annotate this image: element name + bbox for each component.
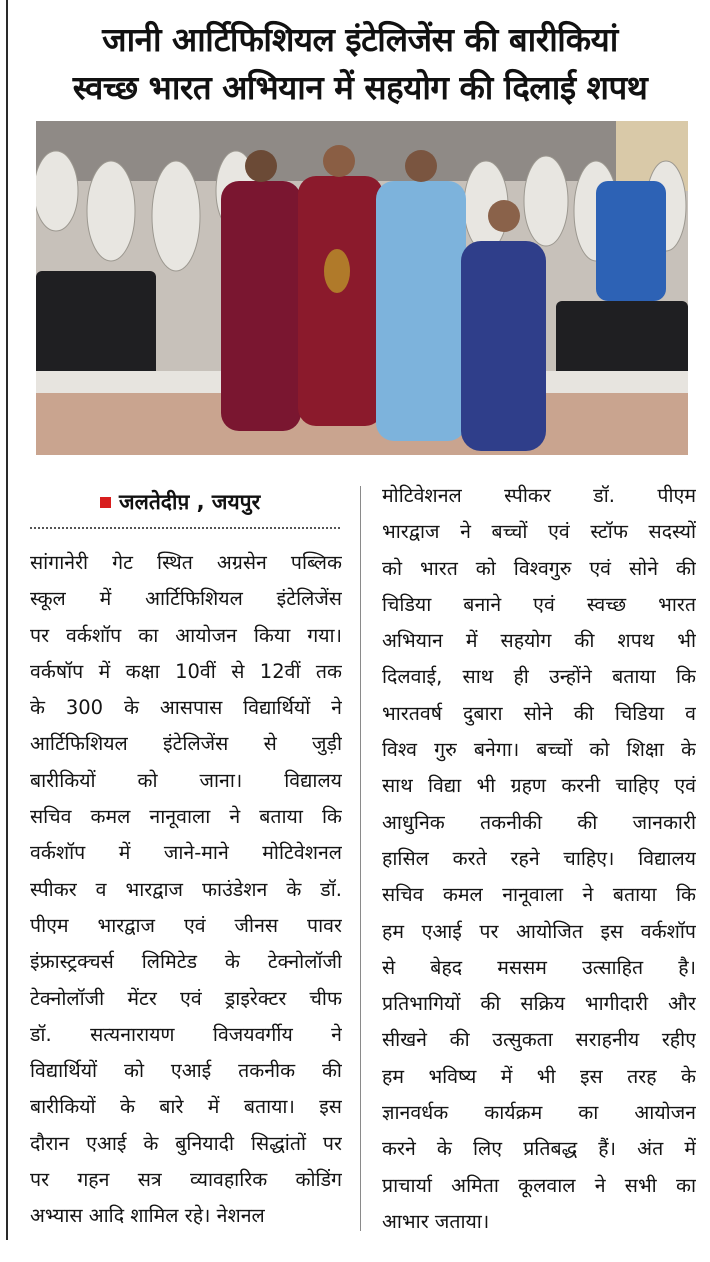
article-right-column — [382, 478, 696, 1240]
article-line: ज्ञानवर्धक कार्यक्रम का आयोजन — [382, 1101, 696, 1125]
article-line: प्राचार्या अमिता कूलवाल ने सभी का — [382, 1173, 696, 1197]
article-line: विश्व गुरु बनेगा। बच्चों को शिक्षा के — [382, 738, 696, 762]
article-line: दिलवाई, साथ ही उन्होंने बताया कि — [382, 665, 696, 689]
article-line: स्पीकर व भारद्वाज फाउंडेशन के डॉ. — [30, 877, 342, 901]
news-photo — [36, 121, 688, 455]
dotted-separator — [30, 527, 340, 529]
article-line: आर्टिफिशियल इंटेलिजेंस से जुड़ी — [30, 732, 342, 756]
article-line: आभार जताया। — [382, 1209, 490, 1233]
article-line: अभियान में सहयोग की शपथ भी — [382, 629, 696, 653]
dateline — [100, 488, 260, 516]
article-line: स्कूल में आर्टिफिशियल इंटेलिजेंस — [30, 587, 342, 611]
page-edge-rule — [6, 0, 8, 1240]
article-line: मोटिवेशनल स्पीकर डॉ. पीएम — [382, 484, 696, 507]
article-line: से बेहद मससम उत्साहित है। — [382, 955, 696, 979]
article-line: चिडिया बनाने एवं स्वच्छ भारत — [382, 592, 696, 616]
article-line: सीखने की उत्सुकता सराहनीय रहीए — [382, 1028, 696, 1052]
article-line: हम एआई पर आयोजित इस वर्कशॉप — [382, 919, 696, 943]
article-line: प्रतिभागियों की सक्रिय भागीदारी और — [382, 992, 696, 1016]
dateline-marker — [100, 497, 111, 508]
article-line: सचिव कमल नानूवाला ने बताया कि — [30, 805, 342, 829]
article-line: वर्कशॉप में जाने-माने मोटिवेशनल — [30, 841, 342, 865]
column-divider — [360, 486, 361, 1231]
article-line: बारीकियों के बारे में बताया। इस — [30, 1095, 342, 1119]
article-line: हासिल करते रहने चाहिए। विद्यालय — [382, 846, 696, 870]
article-line: को भारत को विश्वगुरु एवं सोने की — [382, 556, 696, 580]
article-line: विद्यार्थियों को एआई तकनीक की — [30, 1059, 342, 1083]
headline-line-1: जानी आर्टिफिशियल इंटेलिजेंस की बारीकियां — [102, 20, 618, 59]
article-line: वर्कषॉप में कक्षा 10वीं से 12वीं तक — [30, 659, 342, 683]
article-line: हम भविष्य में भी इस तरह के — [382, 1064, 696, 1088]
article-line: दौरान एआई के बुनियादी सिद्धांतों पर — [30, 1131, 342, 1155]
article-line: बारीकियों को जाना। विद्यालय — [30, 768, 342, 792]
article-line: भारद्वाज ने बच्चों एवं स्टॉफ सदस्यों — [382, 520, 696, 544]
article-line: सचिव कमल नानूवाला ने बताया कि — [382, 883, 696, 907]
article-line: करने के लिए प्रतिबद्ध हैं। अंत में — [382, 1137, 696, 1161]
article-line: अभ्यास आदि शामिल रहे। नेशनल — [30, 1204, 265, 1228]
article-line: पर गहन सत्र व्यावहारिक कोडिंग — [30, 1168, 342, 1192]
article-line: साथ विद्या भी ग्रहण करनी चाहिए एवं — [382, 774, 696, 798]
article-line: पीएम भारद्वाज एवं जीनस पावर — [30, 913, 342, 937]
article-line: टेक्नोलॉजी मेंटर एवं ड्राइरेक्टर चीफ — [30, 986, 342, 1010]
headline-line-2: स्वच्छ भारत अभियान में सहयोग की दिलाई शपथ — [72, 68, 648, 107]
article-line: सांगानेरी गेट स्थित अग्रसेन पब्लिक — [30, 551, 342, 574]
article-line: भारतवर्ष दुबारा सोने की चिडिया व — [382, 701, 696, 725]
article-line: इंफ्रास्ट्रक्चर्स लिमिटेड के टेक्नोलॉजी — [30, 950, 342, 974]
article-line: के 300 के आसपास विद्यार्थियों ने — [30, 696, 342, 720]
article-left-column — [30, 545, 342, 1235]
photo-illustration — [36, 121, 688, 455]
headline — [20, 16, 700, 112]
article-line: पर वर्कशॉप का आयोजन किया गया। — [30, 623, 342, 647]
article-line: डॉ. सत्यनारायण विजयवर्गीय ने — [30, 1022, 342, 1046]
dateline-text: जलतेदीप़ , जयपुर — [119, 490, 261, 514]
article-line: आधुनिक तकनीकी की जानकारी — [382, 810, 696, 834]
